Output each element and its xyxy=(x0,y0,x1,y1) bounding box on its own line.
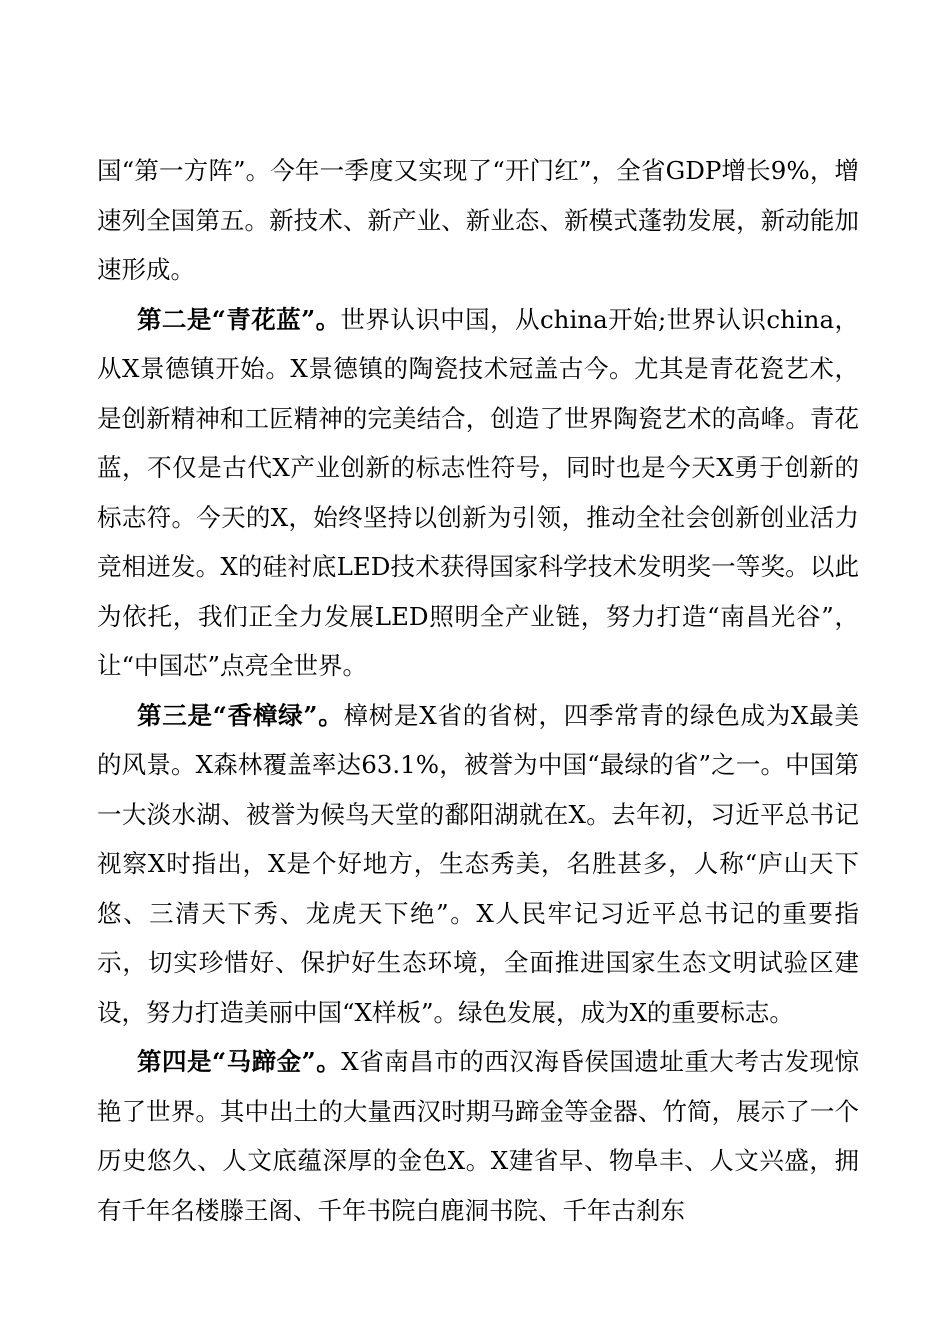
paragraph-continuation xyxy=(97,146,859,295)
paragraph-horseshoe-gold xyxy=(97,1037,859,1235)
paragraph-qinghua-blue xyxy=(97,295,859,691)
paragraph-text: X省南昌市的西汉海昏侯国遗址重大考古发现惊艳了世界。其中出土的大量西汉时期马蹄金等金器、竹简，展示了一个历史悠久、人文底蕴深厚的金色X。X建省早、物阜丰、人文兴盛，拥有千年名楼滕王阁、千年书院白鹿洞书院、千年古刹东 xyxy=(97,1047,859,1225)
paragraph-text: 樟树是X省的省树，四季常青的绿色成为X最美的风景。X森林覆盖率达63.1%，被誉为中国“最绿的省”之一。中国第一大淡水湖、被誉为候鸟天堂的鄱阳湖就在X。去年初，习近平总书记视察X时指出，X是个好地方，生态秀美，名胜甚多，人称“庐山天下悠、三清天下秀、龙虎天下绝”。X人民牢记习近平总书记的重要指示，切实珍惜好、保护好生态环境，全面推进国家生态文明试验区建设，努力打造美丽中国“X样板”。绿色发展，成为X的重要标志。 xyxy=(97,700,860,1027)
paragraph-camphor-green xyxy=(97,691,859,1038)
paragraph-heading: 第二是“青花蓝”。 xyxy=(137,304,341,334)
paragraph-heading: 第三是“香樟绿”。 xyxy=(137,700,344,730)
paragraph-text: 国“第一方阵”。今年一季度又实现了“开门红”，全省GDP增长9%，增速列全国第五。新技术、新产业、新业态、新模式蓬勃发展，新动能加速形成。 xyxy=(97,156,859,284)
document-body xyxy=(97,146,859,1235)
paragraph-text: 世界认识中国，从china开始;世界认识china，从X景德镇开始。X景德镇的陶瓷技术冠盖古今。尤其是青花瓷艺术，是创新精神和工匠精神的完美结合，创造了世界陶瓷艺术的高峰。青花蓝，不仅是古代X产业创新的标志性符号，同时也是今天X勇于创新的标志符。今天的X，始终坚持以创新为引领，推动全社会创新创业活力竞相迸发。X的硅衬底LED技术获得国家科学技术发明奖一等奖。以此为依托，我们正全力发展LED照明全产业链，努力打造“南昌光谷”，让“中国芯”点亮全世界。 xyxy=(97,304,859,680)
paragraph-heading: 第四是“马蹄金”。 xyxy=(137,1047,342,1076)
